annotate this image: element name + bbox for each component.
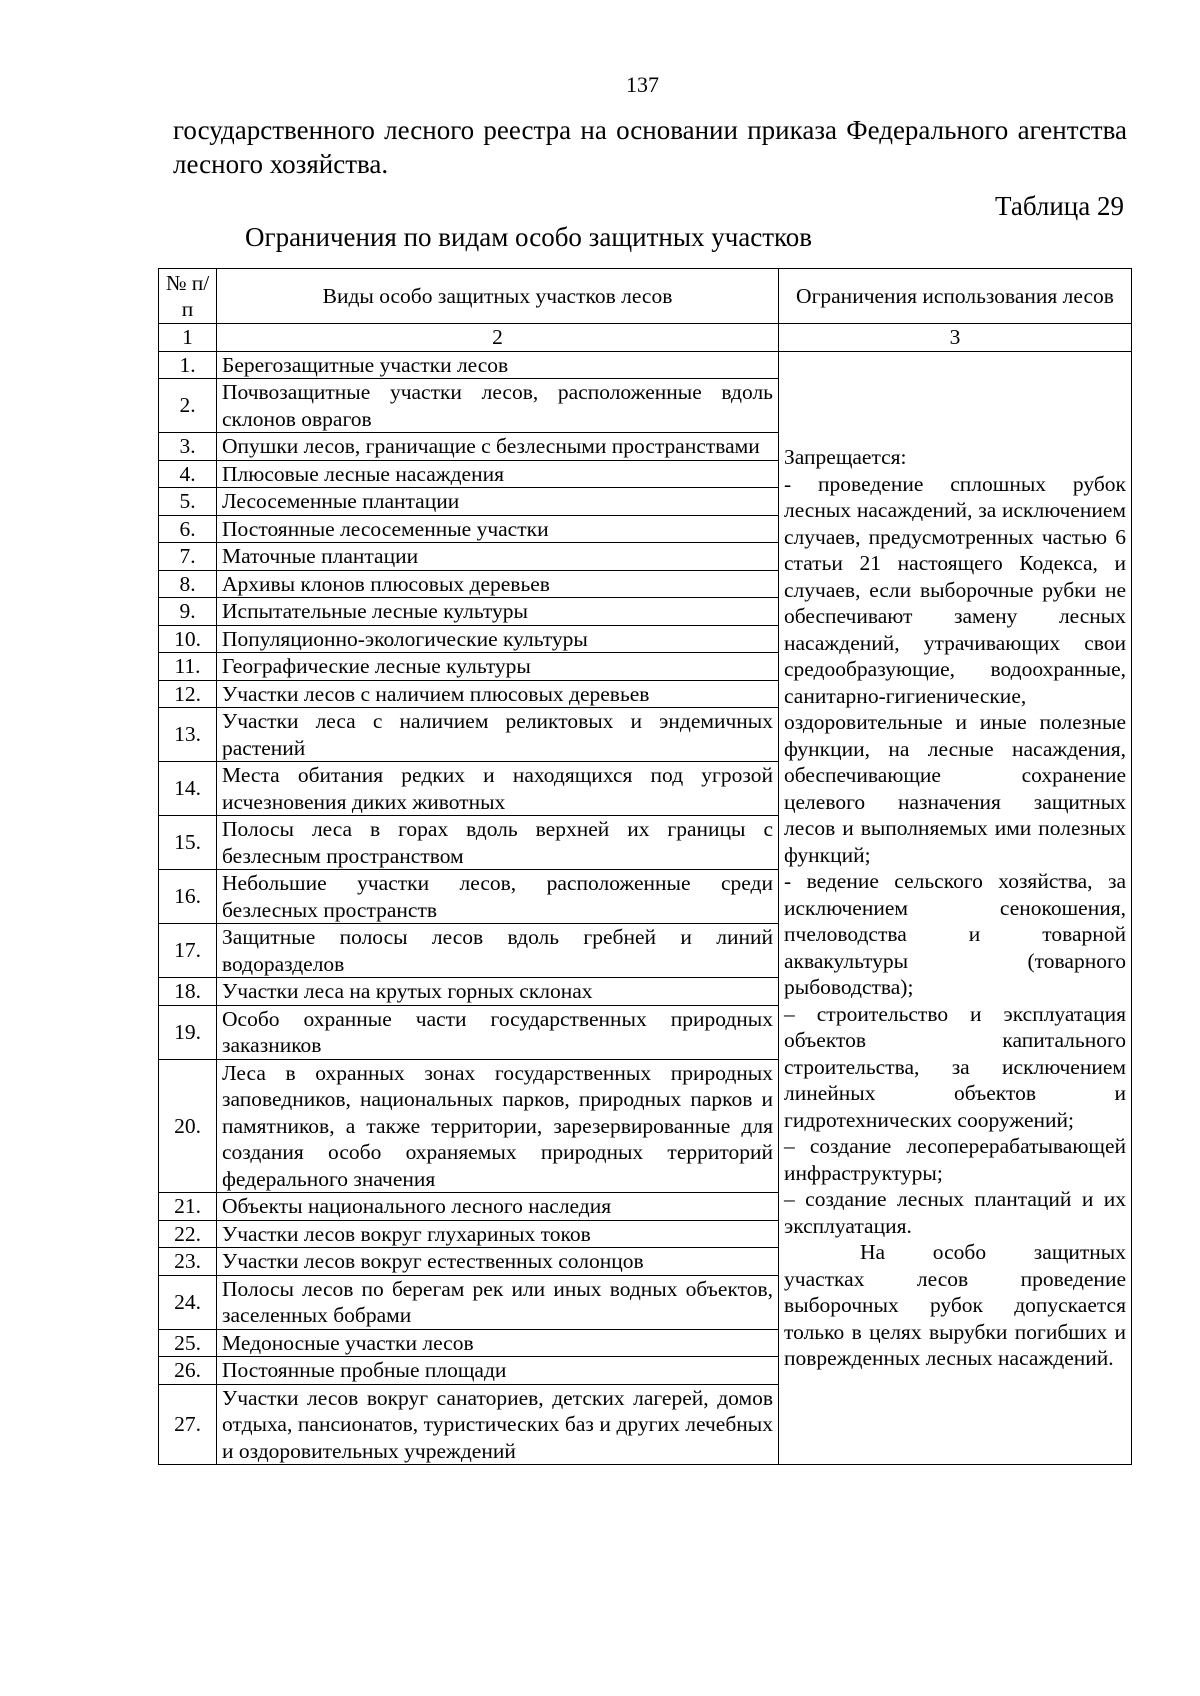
row-number: 13. (159, 708, 217, 762)
row-number: 14. (159, 762, 217, 816)
row-name: Участки лесов вокруг глухариных токов (217, 1220, 779, 1248)
row-name: Леса в охранных зонах государственных природных заповедников, национальных парков, природных парков и памятников, а также территории, зарезервированные для создания особо охраняемых природных территорий федерального значения (217, 1059, 779, 1193)
row-number: 2. (159, 379, 217, 433)
row-number: 18. (159, 978, 217, 1006)
row-name: Защитные полосы лесов вдоль гребней и линий водоразделов (217, 924, 779, 978)
restriction-paragraph: – строительство и эксплуатация объектов капитального строительства, за исключением линейных объектов и гидротехнических сооружений; (784, 1001, 1126, 1132)
row-number: 7. (159, 543, 217, 571)
row-name: Опушки лесов, граничащие с безлесными пространствами (217, 433, 779, 461)
row-number: 25. (159, 1329, 217, 1357)
row-number: 26. (159, 1357, 217, 1385)
table-label: Таблица 29 (995, 191, 1124, 221)
restriction-paragraph: - проведение сплошных рубок лесных насаждений, за исключением случаев, предусмотренных частью 6 статьи 21 настоящего Кодекса, и случаев, если выборочные рубки не обеспечивают замену лесных насаждений, утрачивающих свои средообразующие, водоохранные, санитарно-гигиенические, оздоровительные и иные полезные функции, на лесные насаждения, обеспечивающие сохранение целевого назначения защитных лесов и выполняемых ими полезных функций; (784, 471, 1126, 867)
row-number: 27. (159, 1384, 217, 1465)
row-number: 4. (159, 460, 217, 488)
row-name: Участки лесов с наличием плюсовых деревьев (217, 680, 779, 708)
row-name: Маточные плантации (217, 543, 779, 571)
row-name: Места обитания редких и находящихся под угрозой исчезновения диких животных (217, 762, 779, 816)
row-number: 19. (159, 1005, 217, 1059)
restrictions-table (158, 268, 1132, 1465)
intro-paragraph (173, 113, 1127, 181)
row-number: 22. (159, 1220, 217, 1248)
row-number: 10. (159, 625, 217, 653)
row-name: Испытательные лесные культуры (217, 598, 779, 626)
row-number: 16. (159, 870, 217, 924)
column-index: 1 (159, 324, 217, 352)
restriction-paragraph: На особо защитных участках лесов проведение выборочных рубок допускается только в целях вырубки погибших и поврежденных лесных насаждений. (784, 1240, 1126, 1370)
row-name: Особо охранные части государственных природных заказников (217, 1005, 779, 1059)
row-number: 11. (159, 653, 217, 681)
column-index: 2 (217, 324, 779, 352)
row-name: Участки леса на крутых горных склонах (217, 978, 779, 1006)
row-name: Плюсовые лесные насаждения (217, 460, 779, 488)
row-name: Участки леса с наличием реликтовых и эндемичных растений (217, 708, 779, 762)
row-name: Участки лесов вокруг санаториев, детских лагерей, домов отдыха, пансионатов, туристических баз и других лечебных и оздоровительных учреждений (217, 1384, 779, 1465)
row-number: 9. (159, 598, 217, 626)
header-num: № п/п (159, 269, 217, 324)
row-name: Популяционно-экологические культуры (217, 625, 779, 653)
restriction-paragraph: – создание лесоперерабатывающей инфраструктуры; (784, 1134, 1126, 1185)
row-name: Полосы лесов по берегам рек или иных водных объектов, заселенных бобрами (217, 1275, 779, 1329)
table-header-row (159, 269, 1132, 324)
row-name: Лесосеменные плантации (217, 488, 779, 516)
table-title: Ограничения по видам особо защитных участков (245, 222, 813, 252)
restrictions-cell (779, 351, 1132, 1465)
row-number: 1. (159, 351, 217, 379)
row-name: Небольшие участки лесов, расположенные среди безлесных пространств (217, 870, 779, 924)
row-number: 21. (159, 1193, 217, 1221)
row-number: 3. (159, 433, 217, 461)
row-name: Берегозащитные участки лесов (217, 351, 779, 379)
row-name: Объекты национального лесного наследия (217, 1193, 779, 1221)
row-name: Постоянные лесосеменные участки (217, 515, 779, 543)
row-number: 24. (159, 1275, 217, 1329)
row-name: Участки лесов вокруг естественных солонцов (217, 1248, 779, 1276)
restriction-paragraph: Запрещается: (784, 445, 907, 469)
row-number: 23. (159, 1248, 217, 1276)
row-number: 8. (159, 570, 217, 598)
restriction-paragraph: - ведение сельского хозяйства, за исключением сенокошения, пчеловодства и товарной аквакультуры (товарного рыбоводства); (784, 869, 1126, 999)
intro-text: государственного лесного реестра на основании приказа Федерального агентства лесного хозяйства. (173, 115, 1127, 179)
column-index: 3 (779, 324, 1132, 352)
row-name: Постоянные пробные площади (217, 1357, 779, 1385)
row-number: 20. (159, 1059, 217, 1193)
row-name: Архивы клонов плюсовых деревьев (217, 570, 779, 598)
row-name: Полосы леса в горах вдоль верхней их границы с безлесным пространством (217, 816, 779, 870)
restriction-paragraph: – создание лесных плантаций и их эксплуатация. (784, 1187, 1126, 1238)
row-number: 12. (159, 680, 217, 708)
page-number: 137 (626, 72, 659, 97)
row-number: 15. (159, 816, 217, 870)
row-number: 6. (159, 515, 217, 543)
row-name: Географические лесные культуры (217, 653, 779, 681)
table-index-row (159, 324, 1132, 352)
row-name: Почвозащитные участки лесов, расположенные вдоль склонов оврагов (217, 379, 779, 433)
row-name: Медоносные участки лесов (217, 1329, 779, 1357)
header-type: Виды особо защитных участков лесов (217, 269, 779, 324)
row-number: 17. (159, 924, 217, 978)
table-row (159, 351, 1132, 379)
header-restriction: Ограничения использования лесов (779, 269, 1132, 324)
row-number: 5. (159, 488, 217, 516)
